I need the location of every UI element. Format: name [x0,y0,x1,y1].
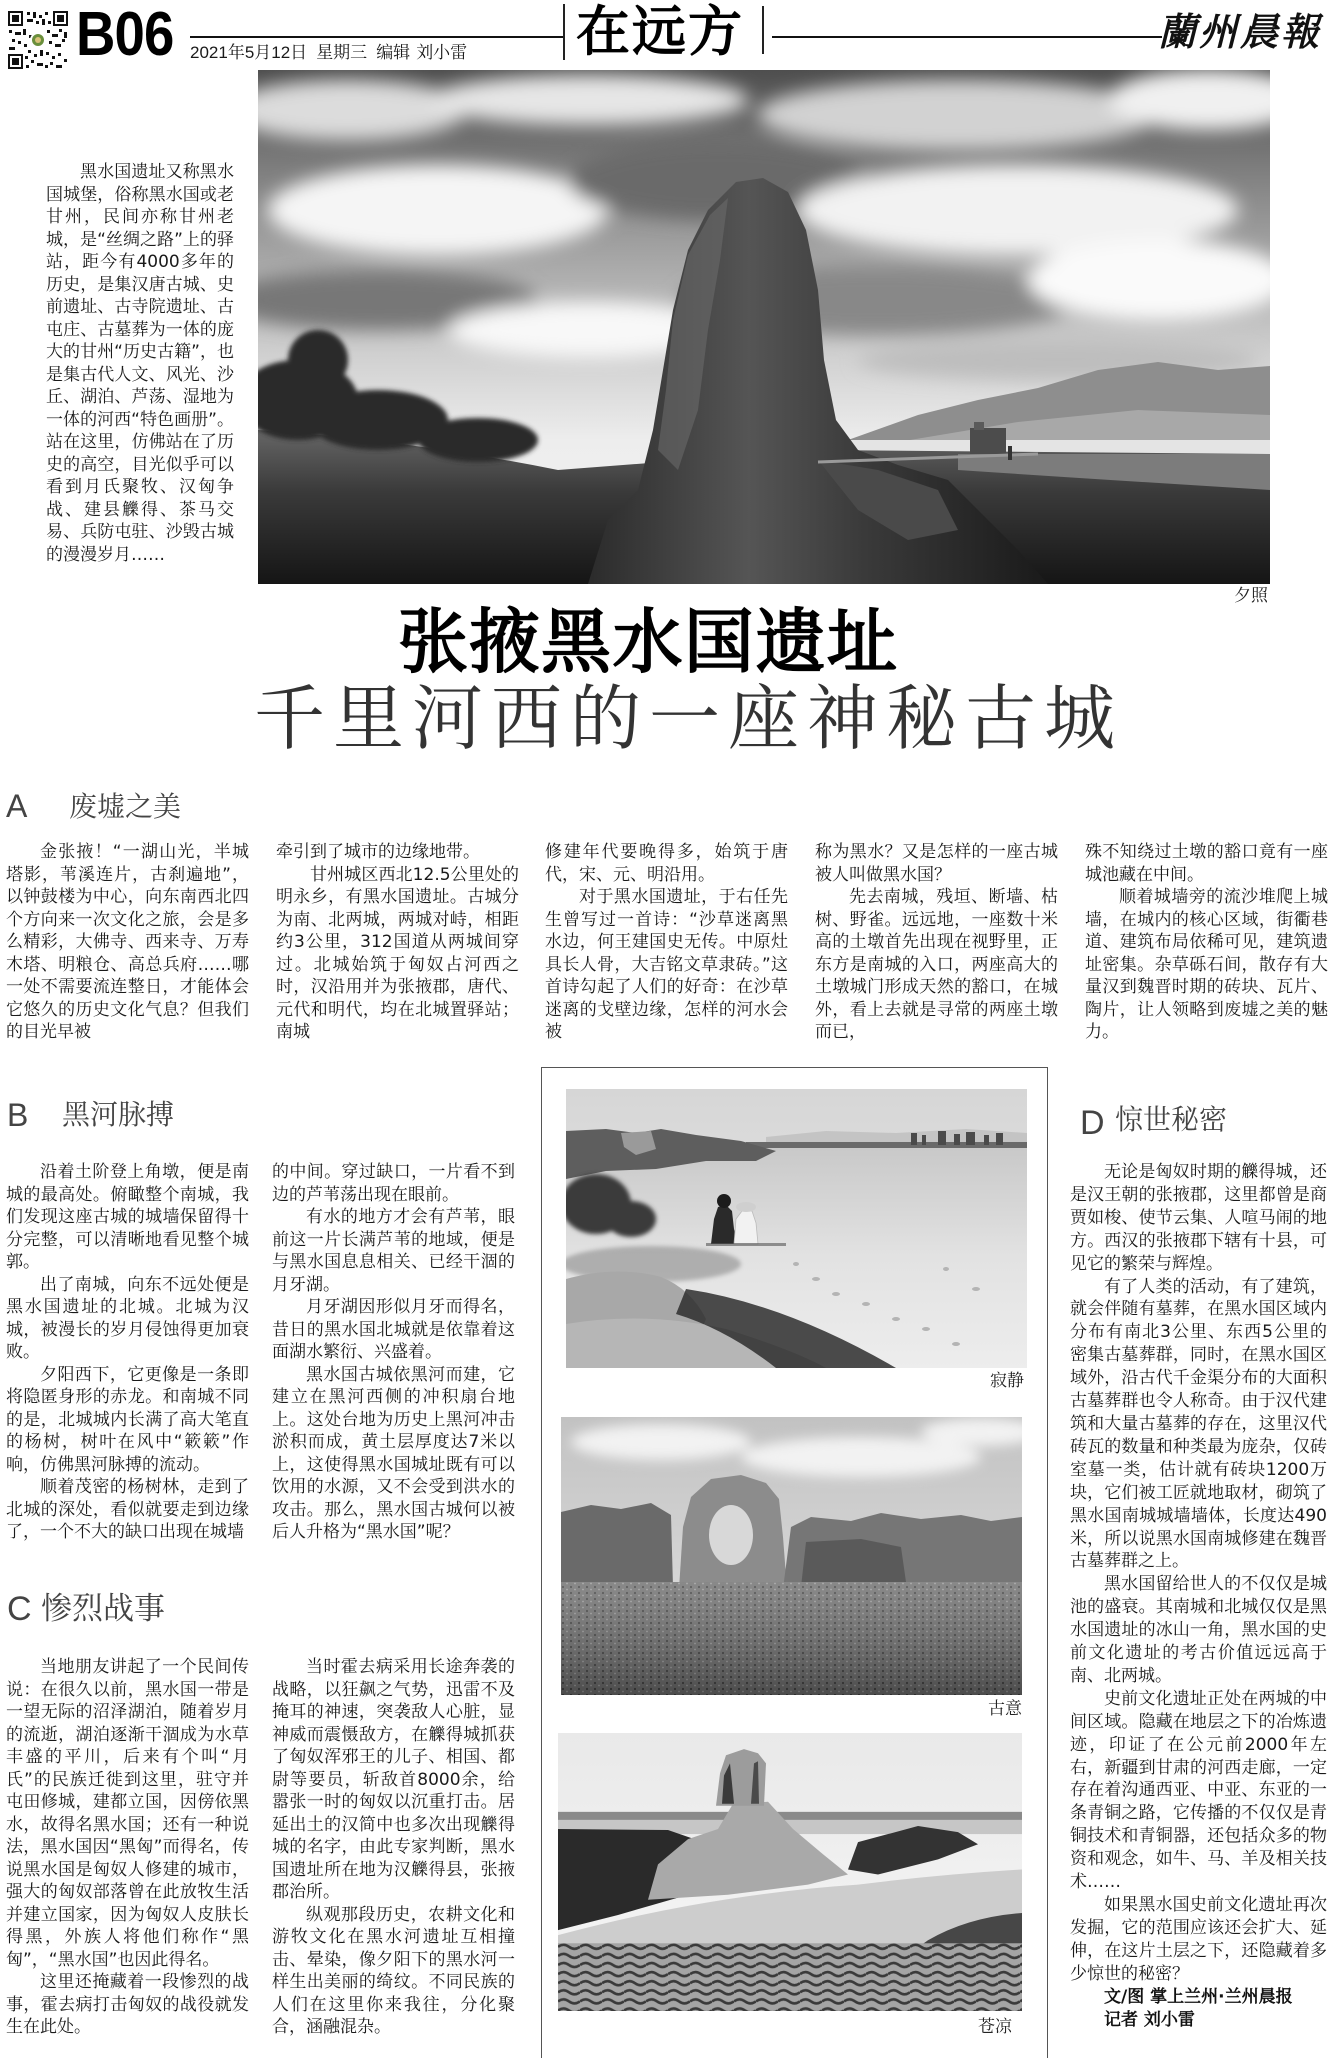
paragraph: 出了南城，向东不远处便是黑水国遗址的北城。北城为汉城，被漫长的岁月侵蚀得更加衰败。 [6,1274,249,1362]
section-title-bar-left [563,4,565,60]
photo-ancient [561,1417,1022,1695]
qr-code-icon [7,10,69,70]
section-b-column-1 [6,1161,249,1544]
newspaper-masthead-logo: 蘭州晨報 [1158,9,1323,54]
page-number: B06 [76,0,174,69]
paragraph: 如果黑水国史前文化遗址再次发掘，它的范围应该还会扩大、延伸，在这片土层之下，还隐藏着多少惊世的秘密？ [1070,1895,1327,1984]
header-rule-right [772,36,1162,38]
paragraph: 牵引到了城市的边缘地带。 [276,842,480,862]
editor-label: 编辑 [376,43,411,62]
section-b-title: 黑河脉搏 [62,1098,175,1131]
photo-silence [566,1089,1027,1368]
paragraph: 沿着土阶登上角墩，便是南城的最高处。俯瞰整个南城，我们发现这座古城的城墙保留得十分完整，可以清晰地看见整个城郭。 [6,1162,249,1272]
paragraph: 修建年代要晚得多，始筑于唐代，宋、元、明沿用。 [545,842,788,885]
section-d-title: 惊世秘密 [1115,1103,1228,1136]
intro-paragraph: 黑水国遗址又称黑水国城堡，俗称黑水国或老甘州，民间亦称甘州老城，是“丝绸之路”上的驿站，距今有4000多年的历史，是集汉唐古城、史前遗址、古寺院遗址、古屯庄、古墓葬为一体的庞大的甘州“历史古籍”，也是集古代人文、风光、沙丘、湖泊、芦荡、湿地为一体的河西“特色画册”。站在这里，仿佛站在了历史的高空，目光似乎可以看到月氏聚牧、汉匈争战、建县觻得、茶马交易、兵防屯驻、沙毁古城的漫漫岁月…… [46,162,234,565]
photo-silence-caption: 寂静 [990,1371,1024,1391]
paragraph: 当时霍去病采用长途奔袭的战略，以狂飙之气势，迅雷不及掩耳的神速，突袭敌人心脏，显神威而震慑敌方，在觻得城抓获了匈奴浑邪王的儿子、相国、都尉等要员，斩敌首8000余，给嚣张一时的匈奴以沉重打击。居延出土的汉简中也多次出现觻得城的名字，由此专家判断，黑水国遗址所在地为汉觻得县，张掖郡治所。 [272,1657,515,1902]
section-a-column-5 [1085,841,1328,1044]
section-a-column-1 [6,841,249,1044]
byline-reporter: 记者 刘小雷 [1104,2009,1195,2030]
headline: 张掖黑水国遗址 [398,601,899,683]
section-c-column-2 [272,1656,515,2039]
photo-desolate-caption: 苍凉 [978,2017,1012,2037]
section-d-column [1070,1161,1327,2031]
section-title: 在远方 [576,0,744,63]
paragraph: 顺着城墙旁的流沙堆爬上城墙，在城内的核心区域，街衢巷道、建筑布局依稀可见，建筑遗址密集。杂草砾石间，散存有大量汉到魏晋时期的砖块、瓦片、陶片，让人领略到废墟之美的魅力。 [1085,887,1328,1042]
paragraph: 当地朋友讲起了一个民间传说：在很久以前，黑水国一带是一望无际的沼泽湖泊，随着岁月的流逝，湖泊逐渐干涸成为水草丰盛的平川，后来有个叫“月氏”的民族迁徙到这里，驻守并屯田修城，建都立国，因傍依黑水，故得名黑水国；还有一种说法，黑水国因“黑匈”而得名，传说黑水国是匈奴人修建的城市，强大的匈奴部落曾在此放牧生活并建立国家，因为匈奴人皮肤长得黑，外族人将他们称作“黑匈”，“黑水国”也因此得名。 [6,1657,249,1970]
paragraph: 殊不知绕过土墩的豁口竟有一座城池藏在中间。 [1085,842,1328,885]
paragraph: 顺着茂密的杨树林，走到了北城的深处，看似就要走到边缘了，一个不大的缺口出现在城墙 [6,1477,249,1542]
hero-photo-sunset-ruin [258,70,1270,584]
subheadline: 千里河西的一座神秘古城 [254,677,1124,760]
section-c-title: 惨烈战事 [41,1591,165,1627]
paragraph: 有了人类的活动，有了建筑，就会伴随有墓葬，在黑水国区域内分布有南北3公里、东西5公里的密集古墓葬群，同时，在黑水国区域外，沿古代千金渠分布的大面积古墓葬群也令人称奇。由于汉代建筑和大量古墓葬的存在，这里汉代砖瓦的数量和种类最为庞杂，仅砖室墓一类，估计就有砖块1200万块，它们被工匠就地取材，砌筑了黑水国南城城墙墙体，长度达490米，所以说黑水国南城修建在魏晋古墓葬群之上。 [1070,1276,1327,1572]
paragraph: 纵观那段历史，农耕文化和游牧文化在黑水河遗址互相撞击、晕染，像夕阳下的黑水河一样生出美丽的绮纹。不同民族的人们在这里你来我往，分化聚合，涵融混杂。 [272,1904,515,2037]
date-line [190,43,476,63]
paragraph: 黑水国古城依黑河而建，它建立在黑河西侧的冲积扇台地上。这处台地为历史上黑河冲击淤积而成，黄土层厚度达7米以上，这使得黑水国城址既有可以饮用的水源，又不会受到洪水的攻击。那么，黑水国古城何以被后人升格为“黑水国”呢？ [272,1364,515,1542]
issue-date: 2021年5月12日 [190,43,308,62]
issue-weekday: 星期三 [316,43,368,62]
byline-source: 文/图 掌上兰州·兰州晨报 [1104,1986,1293,2007]
header-rule-left [190,36,563,38]
paragraph: 无论是匈奴时期的觻得城，还是汉王朝的张掖郡，这里都曾是商贾如梭、使节云集、人喧马闹的地方。西汉的张掖郡下辖有十县，可见它的繁荣与辉煌。 [1070,1162,1327,1274]
hero-photo-caption: 夕照 [1234,586,1268,606]
paragraph: 对于黑水国遗址，于右任先生曾写过一首诗：“沙草迷离黑水边，何王建国史无传。中原灶具长人骨，大吉铭文草隶砖。”这首诗勾起了人们的好奇：在沙草迷离的戈壁边缘，怎样的河水会被 [545,887,788,1042]
photo-desolate [558,1733,1022,2011]
editor-name: 刘小雷 [416,43,468,62]
section-a-title: 废墟之美 [69,790,182,823]
paragraph: 的中间。穿过缺口，一片看不到边的芦苇荡出现在眼前。 [272,1162,515,1205]
section-b-column-2 [272,1161,515,1544]
section-title-bar-right [762,6,764,54]
paragraph: 夕阳西下，它更像是一条即将隐匿身形的赤龙。和南城不同的是，北城城内长满了高大笔直的杨树，树叶在风中“簌簌”作响，仿佛黑河脉搏的流动。 [6,1364,249,1475]
section-a-column-2 [276,841,519,1044]
paragraph: 黑水国留给世人的不仅仅是城池的盛衰。其南城和北城仅仅是黑水国遗址的冰山一角，黑水国的史前文化遗址的考古价值远远高于南、北两城。 [1070,1574,1327,1686]
photo-ancient-caption: 古意 [988,1699,1022,1719]
section-b-label: B [7,1097,29,1133]
paragraph: 先去南城，残垣、断墙、枯树、野雀。远远地，一座数十米高的土墩首先出现在视野里，正东方是南城的入口，两座高大的土墩城门形成天然的豁口，在城外，看上去就是寻常的两座土墩而已， [815,887,1058,1042]
paragraph: 这里还掩藏着一段惨烈的战事，霍去病打击匈奴的战役就发生在此处。 [6,1972,249,2037]
paragraph: 金张掖！“一湖山光，半城塔影，苇溪连片，古刹遍地”，以钟鼓楼为中心，向东南西北四个方向来一次文化之旅，会是多么精彩，大佛寺、西来寺、万寿木塔、明粮仓、高总兵府……哪一处不需要流连整日，才能体会它悠久的历史文化气息？但我们的目光早被 [6,842,249,1042]
paragraph: 月牙湖因形似月牙而得名，昔日的黑水国北城就是依靠着这面湖水繁衍、兴盛着。 [272,1297,515,1362]
section-c-label: C [7,1590,32,1628]
section-a-column-3 [545,841,788,1044]
paragraph: 甘州城区西北12.5公里处的明永乡，有黑水国遗址。古城分为南、北两城，两城对峙，相距约3公里，312国道从两城间穿过。北城始筑于匈奴占河西之时，汉沿用并为张掖郡，唐代、元代和明代，均在北城置驿站；南城 [276,864,519,1042]
section-a-column-4 [815,841,1058,1044]
section-c-column-1 [6,1656,249,2039]
paragraph: 史前文化遗址正处在两城的中间区域。隐藏在地层之下的冶炼遗迹，印证了在公元前2000年左右，新疆到甘肃的河西走廊，一定存在着沟通西亚、中亚、东亚的一条青铜之路，它传播的不仅仅是青铜技术和青铜器，还包括众多的物资和观念，如牛、马、羊及相关技术…… [1070,1688,1327,1893]
paragraph: 有水的地方才会有芦苇，眼前这一片长满芦苇的地域，便是与黑水国息息相关、已经干涸的月牙湖。 [272,1207,515,1295]
section-a-label: A [6,788,28,824]
paragraph: 称为黑水？又是怎样的一座古城被人叫做黑水国？ [815,842,1058,885]
section-d-label: D [1080,1104,1105,1142]
